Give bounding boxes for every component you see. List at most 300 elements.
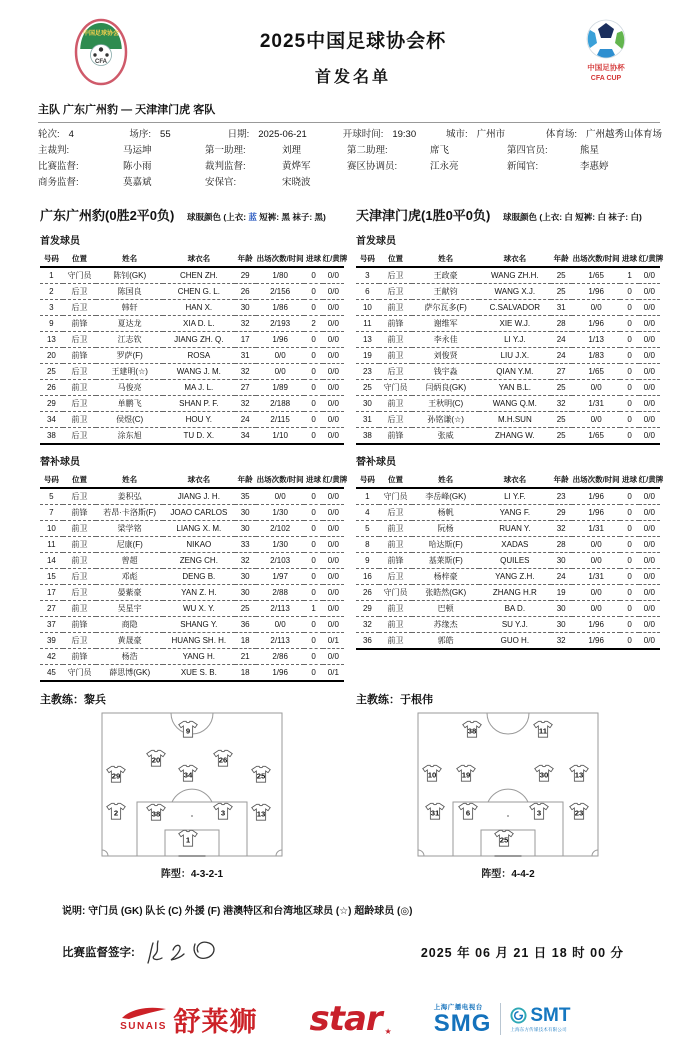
player-jersey-name: GUO H. <box>479 633 550 650</box>
player-number: 6 <box>356 284 379 300</box>
player-goals: 0 <box>304 505 322 521</box>
info-value: 广州越秀山体育场 <box>585 129 662 140</box>
home-kit-colors <box>187 211 326 223</box>
player-cards: 0/0 <box>323 348 344 364</box>
player-age: 35 <box>235 488 256 505</box>
title-block <box>128 18 578 87</box>
info-value: 熊星 <box>580 145 600 156</box>
jersey-icon-10 <box>421 764 442 782</box>
player-cards: 0/0 <box>323 284 344 300</box>
info-field <box>228 127 343 143</box>
player-position: 后卫 <box>63 569 96 585</box>
player-apps-time: 0/0 <box>256 488 305 505</box>
player-goals: 0 <box>304 521 322 537</box>
player-cards: 0/0 <box>639 553 660 569</box>
player-age: 24 <box>235 412 256 428</box>
header-row <box>356 250 660 267</box>
player-position: 前锋 <box>63 505 96 521</box>
info-field <box>347 143 507 159</box>
player-cards: 0/0 <box>323 553 344 569</box>
player-jersey-name: JOAO CARLOS <box>163 505 234 521</box>
player-goals: 0 <box>304 267 322 284</box>
player-age: 36 <box>235 617 256 633</box>
player-position: 前锋 <box>63 649 96 665</box>
info-value: 马运坤 <box>123 145 152 156</box>
player-position: 守门员 <box>379 585 412 601</box>
player-goals: 0 <box>304 284 322 300</box>
player-jersey-name: WU X. Y. <box>163 601 234 617</box>
player-row <box>40 665 344 682</box>
player-jersey-name: YANG F. <box>479 505 550 521</box>
player-goals: 0 <box>620 412 638 428</box>
player-position: 前卫 <box>379 332 412 348</box>
svg-text:13: 13 <box>256 809 266 819</box>
player-goals: 0 <box>304 649 322 665</box>
home-team-name: 广东广州豹(0胜2平0负) <box>40 208 175 223</box>
player-number: 15 <box>40 569 63 585</box>
player-name: 曾超 <box>96 553 163 569</box>
player-name: 闫炳良(GK) <box>412 380 479 396</box>
column-header: 号码 <box>356 471 379 488</box>
player-age: 25 <box>551 380 572 396</box>
legend-line: 说明: 守门员 (GK) 队长 (C) 外援 (F) 港澳特区和台湾地区球员 (☆) 超龄球员 (◎) <box>62 906 413 917</box>
player-number: 7 <box>40 505 63 521</box>
player-number: 16 <box>356 569 379 585</box>
info-label: 第二助理: <box>347 145 388 156</box>
player-age: 18 <box>235 665 256 682</box>
player-jersey-name: XIA D. L. <box>163 316 234 332</box>
info-field <box>38 143 205 159</box>
player-goals: 1 <box>620 267 638 284</box>
player-number: 5 <box>40 488 63 505</box>
kit-colors-text: 球服颜色 (上衣: 白 短裤: 白 袜子: 白) <box>503 212 642 222</box>
player-cards: 0/0 <box>323 649 344 665</box>
player-number: 10 <box>40 521 63 537</box>
player-number: 29 <box>356 601 379 617</box>
player-name: 谢维军 <box>412 316 479 332</box>
player-number: 14 <box>40 553 63 569</box>
player-apps-time: 1/80 <box>256 267 305 284</box>
player-apps-time: 2/156 <box>256 284 305 300</box>
player-age: 27 <box>235 380 256 396</box>
player-row <box>356 569 660 585</box>
player-cards: 0/0 <box>639 316 660 332</box>
info-field <box>446 127 546 143</box>
info-field <box>507 159 609 175</box>
home-formation-pitch <box>101 712 283 857</box>
player-name: 哈达斯(F) <box>412 537 479 553</box>
info-field <box>129 127 227 143</box>
player-goals: 0 <box>620 601 638 617</box>
column-header: 球衣名 <box>163 250 234 267</box>
player-cards: 0/0 <box>323 537 344 553</box>
svg-text:29: 29 <box>111 771 120 781</box>
player-row <box>356 300 660 316</box>
player-jersey-name: BA D. <box>479 601 550 617</box>
player-name: 王建明(☆) <box>96 364 163 380</box>
away-pitch-wrap <box>356 712 660 857</box>
player-row <box>356 284 660 300</box>
sponsors-row <box>0 999 690 1039</box>
player-number: 13 <box>40 332 63 348</box>
player-name: 夏达龙 <box>96 316 163 332</box>
player-age: 24 <box>551 348 572 364</box>
player-age: 30 <box>235 585 256 601</box>
player-position: 前卫 <box>63 521 96 537</box>
player-number: 31 <box>356 412 379 428</box>
player-jersey-name: ZHANG W. <box>479 428 550 445</box>
match-info-line-1 <box>38 127 662 143</box>
player-row <box>40 553 344 569</box>
svg-text:26: 26 <box>218 755 228 765</box>
player-position: 前锋 <box>63 316 96 332</box>
info-value: 刘理 <box>282 145 302 156</box>
player-apps-time: 2/88 <box>256 585 305 601</box>
player-number: 10 <box>356 300 379 316</box>
player-age: 32 <box>235 316 256 332</box>
player-name: 单鹏飞 <box>96 396 163 412</box>
info-label: 第四官员: <box>507 145 548 156</box>
player-position: 前卫 <box>63 601 96 617</box>
home-coach-line: 主教练：黎兵 <box>40 694 106 706</box>
column-header: 年龄 <box>551 250 572 267</box>
player-age: 30 <box>551 553 572 569</box>
player-age: 30 <box>235 569 256 585</box>
player-age: 32 <box>235 553 256 569</box>
header-row <box>40 250 344 267</box>
player-goals: 0 <box>304 396 322 412</box>
player-age: 25 <box>551 284 572 300</box>
player-row <box>356 412 660 428</box>
info-label: 赛区协调员: <box>347 161 398 172</box>
jersey-icon-26 <box>212 749 233 767</box>
player-cards: 0/0 <box>323 412 344 428</box>
player-goals: 0 <box>620 537 638 553</box>
player-jersey-name: NIKAO <box>163 537 234 553</box>
svg-text:38: 38 <box>467 726 476 736</box>
player-jersey-name: YANG Z.H. <box>479 569 550 585</box>
player-position: 后卫 <box>63 332 96 348</box>
player-cards: 0/0 <box>639 267 660 284</box>
info-value: 黄烨军 <box>282 161 311 172</box>
player-apps-time: 1/96 <box>572 488 621 505</box>
home-starters-table-grid <box>40 250 348 445</box>
player-number: 17 <box>40 585 63 601</box>
player-cards: 0/0 <box>639 601 660 617</box>
player-position: 后卫 <box>379 505 412 521</box>
player-cards: 0/0 <box>323 617 344 633</box>
player-age: 28 <box>551 316 572 332</box>
player-jersey-name: LI Y.F. <box>479 488 550 505</box>
info-label: 轮次: <box>38 129 60 140</box>
player-apps-time: 2/115 <box>256 412 305 428</box>
player-position: 前卫 <box>63 553 96 569</box>
player-apps-time: 1/31 <box>572 569 621 585</box>
player-goals: 0 <box>304 488 322 505</box>
player-jersey-name: CHEN ZH. <box>163 267 234 284</box>
jersey-icon-23 <box>568 802 589 820</box>
player-name: 杨梓豪 <box>412 569 479 585</box>
info-value: 江永亮 <box>430 161 459 172</box>
player-position: 后卫 <box>63 364 96 380</box>
player-age: 25 <box>551 267 572 284</box>
player-cards: 0/0 <box>323 428 344 445</box>
player-goals: 0 <box>304 300 322 316</box>
player-goals: 0 <box>620 428 638 445</box>
player-cards: 0/0 <box>639 633 660 650</box>
info-value: 陈小雨 <box>123 161 152 172</box>
player-cards: 0/0 <box>639 332 660 348</box>
player-cards: 0/1 <box>323 665 344 682</box>
cfa-cup-logo-en: CFA CUP <box>590 75 622 82</box>
jersey-icon-34 <box>178 764 199 782</box>
player-position: 前锋 <box>63 348 96 364</box>
player-jersey-name: JIANG J. H. <box>163 488 234 505</box>
player-jersey-name: HAN X. <box>163 300 234 316</box>
column-header: 红/黄牌 <box>639 250 660 267</box>
column-header: 位置 <box>63 471 96 488</box>
player-name: 薛思博(GK) <box>96 665 163 682</box>
player-goals: 0 <box>620 569 638 585</box>
player-apps-time: 0/0 <box>256 364 305 380</box>
header <box>0 0 690 91</box>
svg-text:6: 6 <box>465 807 471 817</box>
player-jersey-name: TU D. X. <box>163 428 234 445</box>
player-number: 25 <box>40 364 63 380</box>
player-name: 孙铭谦(☆) <box>412 412 479 428</box>
match-info-line-2 <box>38 143 662 159</box>
player-age: 32 <box>551 396 572 412</box>
player-jersey-name: WANG X.J. <box>479 284 550 300</box>
player-row <box>40 537 344 553</box>
info-label: 日期: <box>227 129 250 140</box>
player-goals: 0 <box>620 364 638 380</box>
player-number: 32 <box>356 617 379 633</box>
player-apps-time: 0/0 <box>572 380 621 396</box>
player-number: 13 <box>356 332 379 348</box>
player-position: 后卫 <box>63 633 96 649</box>
player-goals: 0 <box>620 505 638 521</box>
player-number: 1 <box>356 488 379 505</box>
home-coach-name: 黎兵 <box>84 694 106 706</box>
player-age: 18 <box>235 633 256 649</box>
player-name: 郭皓 <box>412 633 479 650</box>
player-cards: 0/0 <box>639 364 660 380</box>
info-field <box>347 159 507 175</box>
player-goals: 0 <box>304 569 322 585</box>
player-name: 陈钊(GK) <box>96 267 163 284</box>
player-cards: 0/0 <box>323 569 344 585</box>
player-number: 38 <box>356 428 379 445</box>
svg-text:25: 25 <box>256 771 266 781</box>
player-age: 29 <box>235 267 256 284</box>
player-position: 后卫 <box>379 364 412 380</box>
player-name: 刘俊贤 <box>412 348 479 364</box>
player-row <box>356 428 660 445</box>
player-age: 30 <box>235 300 256 316</box>
player-apps-time: 2/188 <box>256 396 305 412</box>
player-row <box>40 300 344 316</box>
player-row <box>40 649 344 665</box>
player-apps-time: 2/113 <box>256 601 305 617</box>
player-cards: 0/0 <box>323 316 344 332</box>
player-position: 前卫 <box>63 537 96 553</box>
info-value: 广州市 <box>476 129 506 140</box>
player-position: 后卫 <box>379 412 412 428</box>
info-value: 55 <box>160 129 171 140</box>
player-goals: 0 <box>304 617 322 633</box>
away-team-name: 天津津门虎(1胜0平0负) <box>356 208 491 223</box>
player-row <box>40 633 344 649</box>
smt-logo-block <box>510 1006 570 1033</box>
smg-chinese-name: 上海广播电视台 <box>433 1003 483 1011</box>
jersey-icon-20 <box>145 749 166 767</box>
player-row <box>356 396 660 412</box>
player-name: 王政豪 <box>412 267 479 284</box>
cfa-cup-logo-graphic <box>578 18 634 86</box>
player-jersey-name: LIU J.X. <box>479 348 550 364</box>
player-row <box>356 488 660 505</box>
player-age: 27 <box>551 364 572 380</box>
info-field <box>507 143 599 159</box>
jersey-icon-38 <box>461 720 482 738</box>
player-name: 王献钧 <box>412 284 479 300</box>
info-field <box>546 127 662 143</box>
player-name: 基莱斯(F) <box>412 553 479 569</box>
column-header: 进球 <box>620 250 638 267</box>
player-name: 李永佳 <box>412 332 479 348</box>
column-header: 出场次数/时间 <box>572 250 621 267</box>
away-coach-line: 主教练：于根伟 <box>356 694 433 706</box>
player-goals: 0 <box>620 332 638 348</box>
jersey-icon-9 <box>178 720 199 738</box>
jersey-icon-31 <box>425 802 446 820</box>
player-position: 前锋 <box>379 428 412 445</box>
player-age: 25 <box>235 601 256 617</box>
player-jersey-name: M.H.SUN <box>479 412 550 428</box>
player-cards: 0/0 <box>639 348 660 364</box>
player-jersey-name: ROSA <box>163 348 234 364</box>
signature-datetime: 2025 年 06 月 21 日 18 时 00 分 <box>420 946 624 960</box>
info-value: 19:30 <box>392 129 417 140</box>
player-row <box>40 601 344 617</box>
player-position: 后卫 <box>63 428 96 445</box>
player-apps-time: 0/0 <box>572 300 621 316</box>
player-name: 姜积弘 <box>96 488 163 505</box>
player-jersey-name: WANG ZH.H. <box>479 267 550 284</box>
player-apps-time: 1/31 <box>572 521 621 537</box>
player-name: 晏紫豪 <box>96 585 163 601</box>
player-age: 21 <box>235 649 256 665</box>
player-age: 23 <box>551 488 572 505</box>
player-apps-time: 1/65 <box>572 364 621 380</box>
away-subs-table-grid <box>356 471 664 650</box>
player-goals: 0 <box>620 553 638 569</box>
player-number: 27 <box>40 601 63 617</box>
player-age: 32 <box>551 633 572 650</box>
info-label: 新闻官: <box>507 161 539 172</box>
player-age: 30 <box>551 601 572 617</box>
player-goals: 0 <box>620 585 638 601</box>
player-goals: 0 <box>304 348 322 364</box>
player-goals: 0 <box>620 617 638 633</box>
cfa-cup-logo-cn: 中国足协杯 <box>587 63 625 72</box>
player-row <box>40 316 344 332</box>
player-apps-time: 1/31 <box>572 396 621 412</box>
player-goals: 0 <box>304 332 322 348</box>
player-position: 前卫 <box>379 396 412 412</box>
player-age: 30 <box>235 521 256 537</box>
player-jersey-name: QIAN Y.M. <box>479 364 550 380</box>
player-row <box>40 505 344 521</box>
player-position: 前锋 <box>63 617 96 633</box>
player-cards: 0/0 <box>323 521 344 537</box>
cfa-logo <box>74 18 128 91</box>
player-goals: 0 <box>304 537 322 553</box>
player-cards: 0/0 <box>323 601 344 617</box>
player-apps-time: 0/0 <box>256 348 305 364</box>
player-name: 张皓然(GK) <box>412 585 479 601</box>
column-header: 位置 <box>379 250 412 267</box>
signature-row <box>62 935 624 969</box>
player-jersey-name: LI Y.J. <box>479 332 550 348</box>
svg-text:30: 30 <box>540 770 549 780</box>
player-apps-time: 1/96 <box>572 633 621 650</box>
sunais-swoosh-icon <box>120 1006 168 1021</box>
player-row <box>356 348 660 364</box>
match-info <box>38 127 662 191</box>
sponsor-smg-smt <box>434 1002 571 1036</box>
player-position: 前卫 <box>63 412 96 428</box>
info-value: 宋晓波 <box>282 177 311 188</box>
player-jersey-name: HOU Y. <box>163 412 234 428</box>
player-position: 前卫 <box>379 537 412 553</box>
player-age: 24 <box>551 332 572 348</box>
player-cards: 0/0 <box>323 332 344 348</box>
svg-text:10: 10 <box>427 770 436 780</box>
player-row <box>356 380 660 396</box>
sunais-wordmark: SUNAIS <box>120 1021 167 1032</box>
column-header: 出场次数/时间 <box>572 471 621 488</box>
player-number: 26 <box>356 585 379 601</box>
player-number: 9 <box>40 316 63 332</box>
player-position: 前锋 <box>379 553 412 569</box>
player-jersey-name: WANG J. M. <box>163 364 234 380</box>
cfa-logo-abbr: CFA <box>95 59 107 65</box>
jersey-icon-38 <box>145 803 166 821</box>
player-apps-time: 1/65 <box>572 267 621 284</box>
player-name: 马俊亮 <box>96 380 163 396</box>
player-apps-time: 1/30 <box>256 537 305 553</box>
player-age: 31 <box>235 348 256 364</box>
player-cards: 0/0 <box>639 569 660 585</box>
smg-wordmark: SMG <box>433 1009 492 1037</box>
player-row <box>40 585 344 601</box>
player-age: 32 <box>235 396 256 412</box>
player-apps-time: 0/0 <box>572 553 621 569</box>
player-age: 29 <box>551 505 572 521</box>
player-position: 前卫 <box>63 380 96 396</box>
column-header: 位置 <box>379 471 412 488</box>
player-position: 守门员 <box>379 488 412 505</box>
info-field <box>38 175 205 191</box>
away-starters-label: 首发球员 <box>356 236 396 247</box>
player-apps-time: 1/13 <box>572 332 621 348</box>
kit-colors-text: 蓝 <box>248 212 257 222</box>
smg-logo-block <box>434 1002 492 1036</box>
away-starters-table-grid <box>356 250 664 445</box>
player-name: 苏缘杰 <box>412 617 479 633</box>
